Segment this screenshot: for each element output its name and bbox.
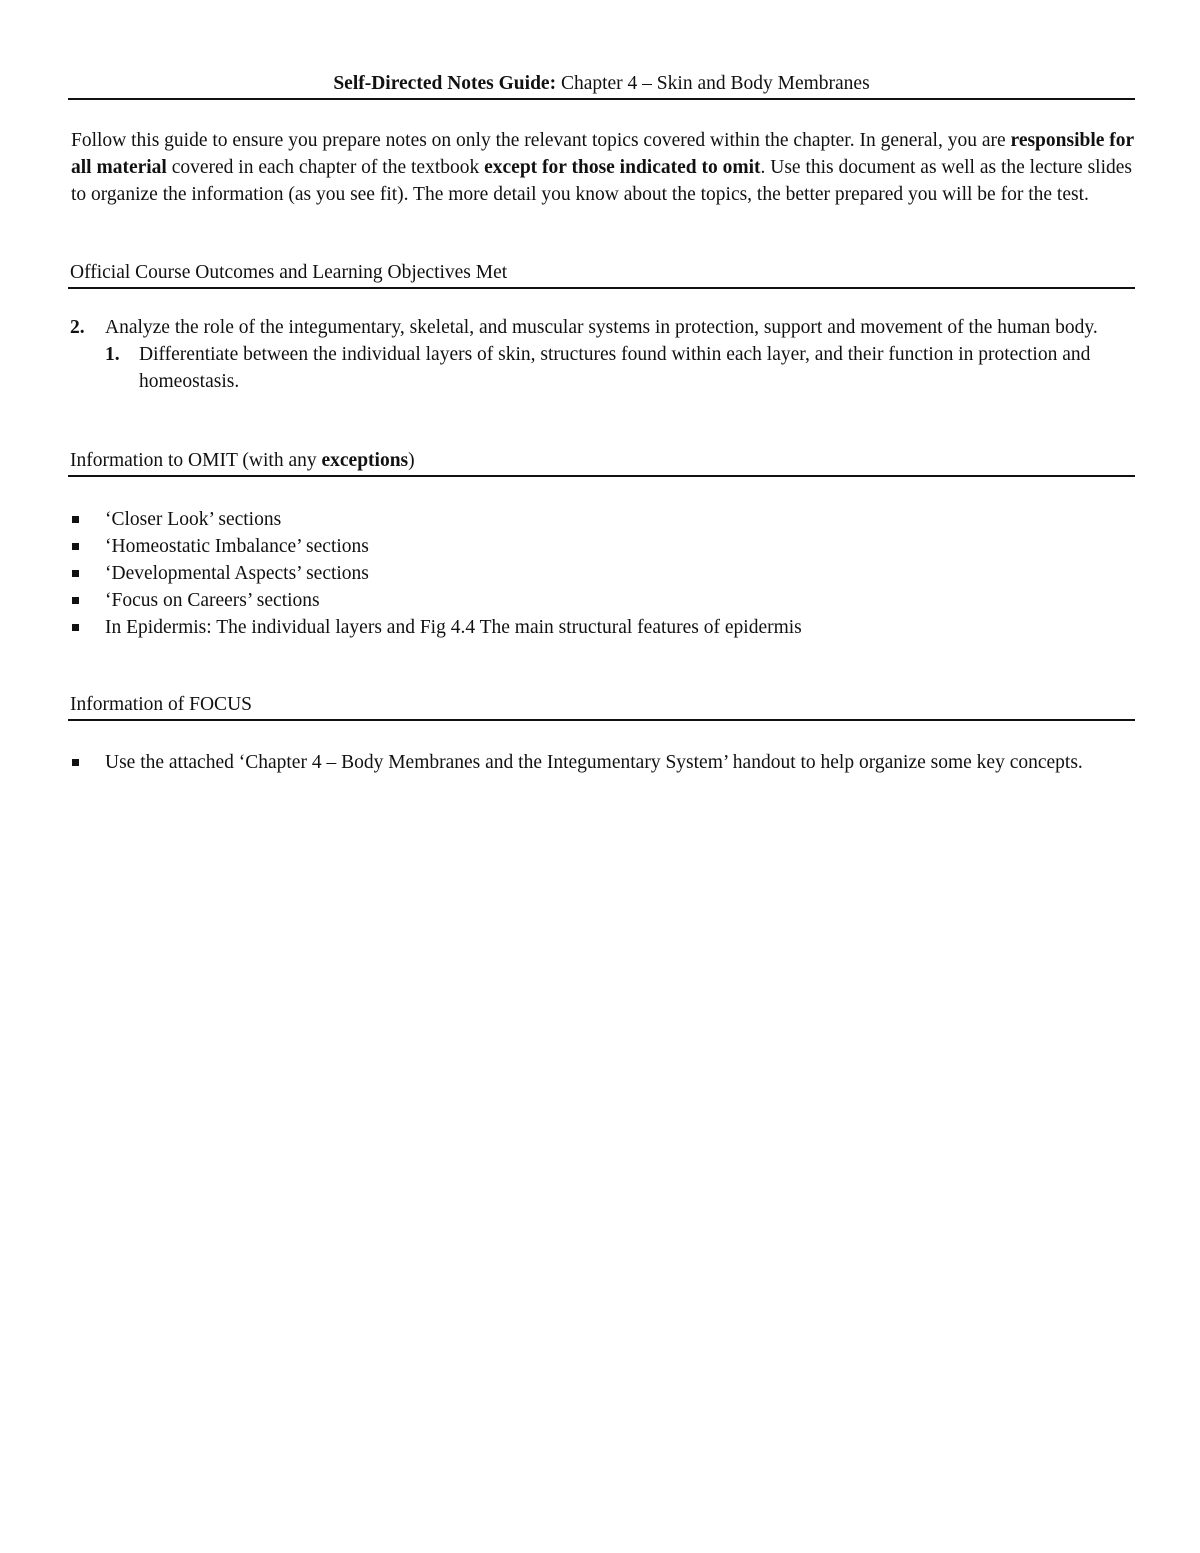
outcomes-heading: Official Course Outcomes and Learning Objectives Met [68, 259, 1135, 289]
intro-text-3: . Use this document as well as the lecture slides to organize the information (as you see fit). The more detail you know about the topics, the better prepared you will be for the test. [71, 157, 1133, 205]
document-page [68, 70, 1135, 776]
objective-number: 1. [105, 344, 120, 365]
focus-list [68, 749, 1135, 776]
omit-item-5: In Epidermis: The individual layers and Fig 4.4 The main structural features of epidermis [105, 617, 802, 638]
intro-text-1: Follow this guide to ensure you prepare notes on only the relevant topics covered within the chapter. In general, you are [71, 130, 1011, 151]
omit-item-4: ‘Focus on Careers’ sections [105, 590, 320, 611]
objective-text: Differentiate between the individual layers of skin, structures found within each layer, and their function in protection and homeostasis. [139, 344, 1091, 392]
square-bullet-icon [72, 543, 79, 550]
outcome-text: Analyze the role of the integumentary, skeletal, and muscular systems in protection, support and movement of the human body. [105, 317, 1098, 338]
outcome-number: 2. [70, 317, 85, 338]
omit-list [68, 506, 1135, 641]
list-item [68, 506, 1135, 533]
title-rest: Chapter 4 – Skin and Body Membranes [560, 73, 870, 94]
title-bold: Self-Directed Notes Guide: [333, 73, 557, 94]
omit-heading-bold: exceptions [321, 450, 409, 471]
objective-item [105, 341, 1135, 395]
intro-text-2: covered in each chapter of the textbook [166, 157, 485, 178]
list-item [68, 533, 1135, 560]
omit-item-1: ‘Closer Look’ sections [105, 509, 282, 530]
list-item [68, 614, 1135, 641]
omit-item-2: ‘Homeostatic Imbalance’ sections [105, 536, 369, 557]
square-bullet-icon [72, 759, 79, 766]
omit-heading [68, 447, 1135, 477]
focus-item-1: Use the attached ‘Chapter 4 – Body Membranes and the Integumentary System’ handout to help organize some key concepts. [105, 752, 1083, 773]
list-item [68, 587, 1135, 614]
square-bullet-icon [72, 597, 79, 604]
page-title [68, 70, 1135, 100]
omit-item-3: ‘Developmental Aspects’ sections [105, 563, 369, 584]
outcome-item [68, 314, 1135, 395]
square-bullet-icon [72, 516, 79, 523]
intro-bold-2: except for those indicated to omit [484, 157, 761, 178]
list-item [68, 749, 1135, 776]
focus-heading: Information of FOCUS [68, 691, 1135, 721]
intro-bold-1: responsible for all material [71, 130, 1134, 178]
square-bullet-icon [72, 624, 79, 631]
list-item [68, 560, 1135, 587]
omit-heading-text-1: Information to OMIT (with any [70, 450, 322, 471]
intro-paragraph [68, 127, 1135, 208]
omit-heading-text-2: ) [408, 450, 415, 471]
square-bullet-icon [72, 570, 79, 577]
